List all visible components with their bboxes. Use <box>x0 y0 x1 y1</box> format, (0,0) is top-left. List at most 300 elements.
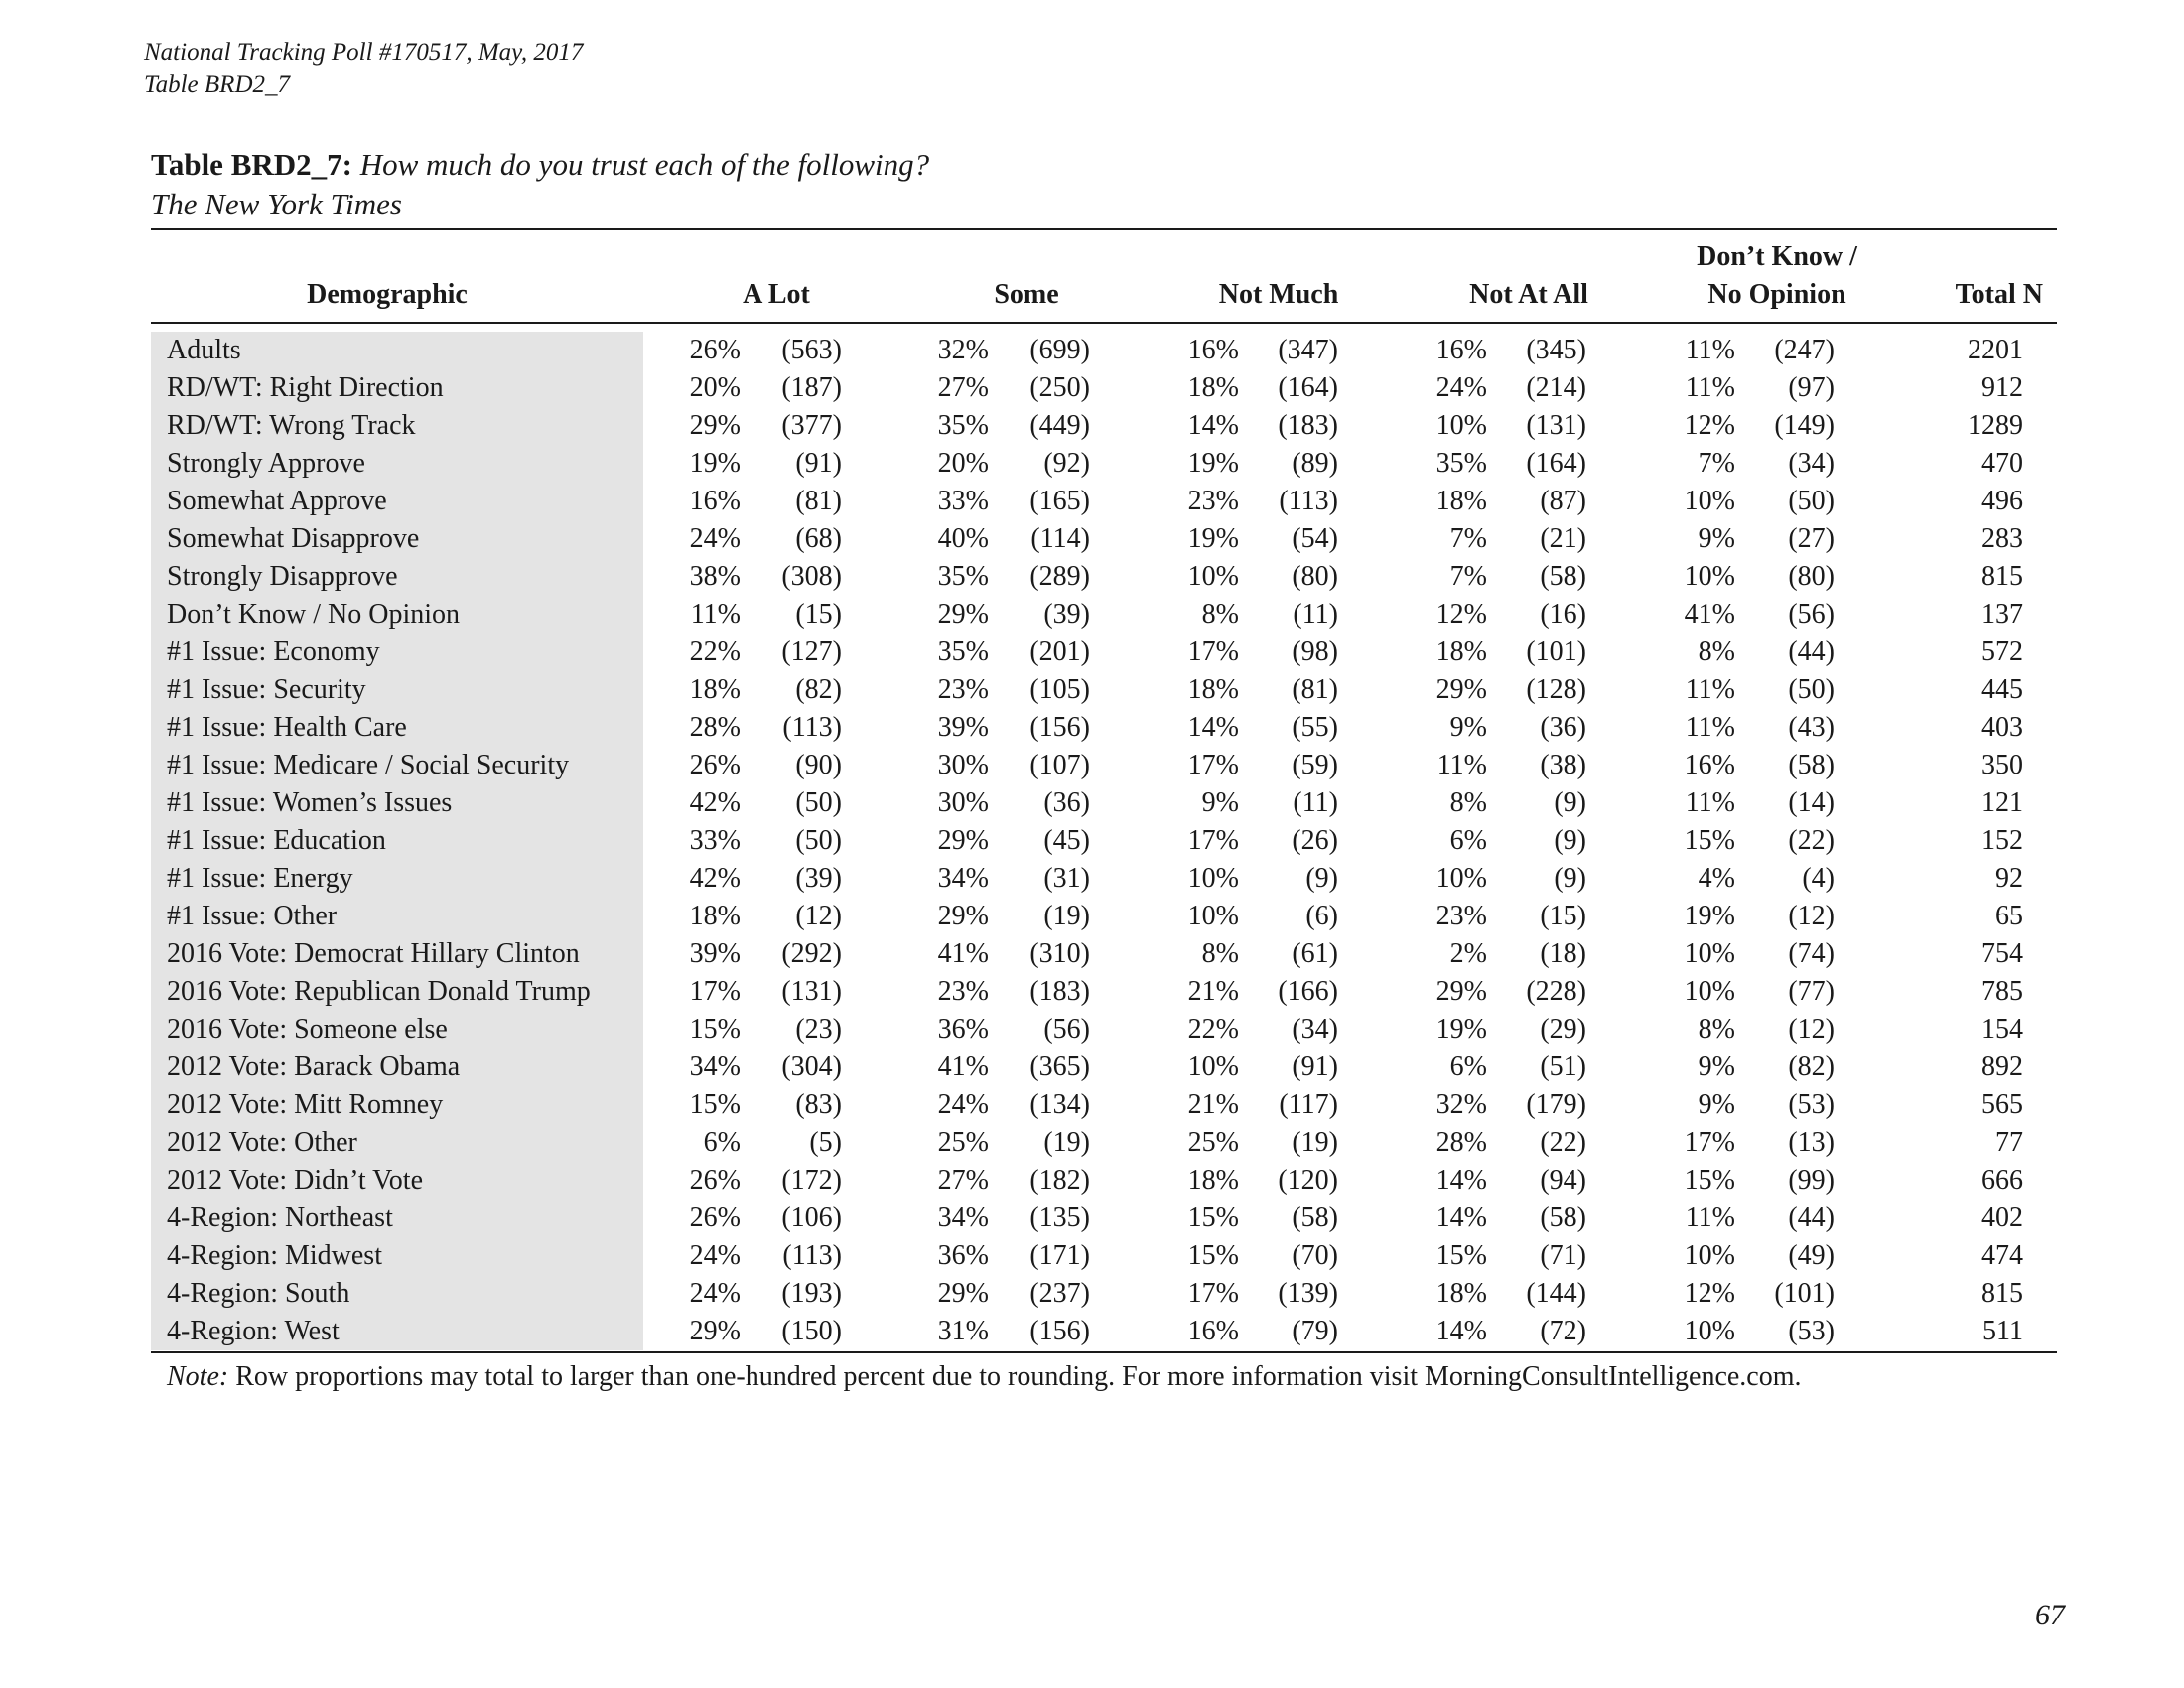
percent-cell: 14% <box>1435 1316 1487 1346</box>
row-label: 2016 Vote: Republican Donald Trump <box>167 976 591 1007</box>
count-cell: (172) <box>781 1165 842 1196</box>
count-cell: (87) <box>1540 486 1586 516</box>
count-cell: (77) <box>1788 976 1835 1007</box>
row-label: 2012 Vote: Didn’t Vote <box>167 1165 424 1196</box>
header-not-much: Not Much <box>1218 279 1339 310</box>
count-cell: (345) <box>1526 335 1586 365</box>
percent-cell: 9% <box>1201 787 1239 818</box>
page-number: 67 <box>2035 1599 2065 1631</box>
table-note <box>167 1358 1802 1396</box>
count-cell: (149) <box>1774 410 1835 441</box>
note-text: Row proportions may total to larger than one-hundred percent due to rounding. For more information visit MorningConsultIntelligence.com. <box>228 1361 1802 1392</box>
row-label: 4-Region: Midwest <box>167 1240 382 1271</box>
count-cell: (56) <box>1043 1014 1090 1045</box>
poll-name: National Tracking Poll #170517, May, 2017 <box>144 39 584 66</box>
count-cell: (51) <box>1540 1052 1586 1082</box>
count-cell: (183) <box>1278 410 1338 441</box>
percent-cell: 10% <box>1435 863 1487 894</box>
percent-cell: 19% <box>1435 1014 1487 1045</box>
percent-cell: 30% <box>937 750 989 780</box>
count-cell: (15) <box>795 599 842 630</box>
count-cell: (36) <box>1540 712 1586 743</box>
count-cell: (11) <box>1293 787 1338 818</box>
percent-cell: 8% <box>1698 636 1735 667</box>
total-n-cell: 445 <box>1981 674 2023 705</box>
header-dont-know-line2: No Opinion <box>1707 279 1846 310</box>
count-cell: (179) <box>1526 1089 1586 1120</box>
table-row <box>0 973 2184 1011</box>
count-cell: (68) <box>795 523 842 554</box>
table-id: Table BRD2_7 <box>144 71 290 98</box>
percent-cell: 14% <box>1435 1202 1487 1233</box>
row-label: Somewhat Disapprove <box>167 523 420 554</box>
percent-cell: 16% <box>1435 335 1487 365</box>
count-cell: (449) <box>1029 410 1090 441</box>
count-cell: (120) <box>1278 1165 1338 1196</box>
total-n-cell: 1289 <box>1968 410 2023 441</box>
count-cell: (131) <box>781 976 842 1007</box>
count-cell: (106) <box>781 1202 842 1233</box>
percent-cell: 19% <box>1187 523 1239 554</box>
row-label: #1 Issue: Security <box>167 674 366 705</box>
table-row <box>0 1049 2184 1086</box>
percent-cell: 8% <box>1201 938 1239 969</box>
percent-cell: 19% <box>689 448 741 479</box>
count-cell: (131) <box>1526 410 1586 441</box>
row-label: RD/WT: Right Direction <box>167 372 444 403</box>
count-cell: (50) <box>795 787 842 818</box>
percent-cell: 32% <box>937 335 989 365</box>
count-cell: (13) <box>1788 1127 1835 1158</box>
percent-cell: 23% <box>1187 486 1239 516</box>
percent-cell: 31% <box>937 1316 989 1346</box>
percent-cell: 11% <box>1685 335 1735 365</box>
percent-cell: 2% <box>1449 938 1487 969</box>
row-label: #1 Issue: Other <box>167 901 338 931</box>
percent-cell: 10% <box>1684 976 1735 1007</box>
row-label: 2012 Vote: Other <box>167 1127 357 1158</box>
count-cell: (12) <box>1788 1014 1835 1045</box>
row-label: 4-Region: West <box>167 1316 340 1346</box>
percent-cell: 17% <box>689 976 741 1007</box>
percent-cell: 28% <box>1435 1127 1487 1158</box>
total-n-cell: 754 <box>1981 938 2023 969</box>
count-cell: (38) <box>1540 750 1586 780</box>
row-label: #1 Issue: Women’s Issues <box>167 787 453 818</box>
count-cell: (699) <box>1029 335 1090 365</box>
count-cell: (9) <box>1554 825 1586 856</box>
percent-cell: 21% <box>1187 1089 1239 1120</box>
header-demographic: Demographic <box>307 279 468 310</box>
count-cell: (27) <box>1788 523 1835 554</box>
table-row <box>0 1275 2184 1313</box>
count-cell: (201) <box>1029 636 1090 667</box>
total-n-cell: 572 <box>1981 636 2023 667</box>
count-cell: (34) <box>1788 448 1835 479</box>
percent-cell: 10% <box>1684 938 1735 969</box>
percent-cell: 10% <box>1187 863 1239 894</box>
total-n-cell: 815 <box>1981 561 2023 592</box>
table-row <box>0 898 2184 935</box>
percent-cell: 16% <box>1187 1316 1239 1346</box>
percent-cell: 36% <box>937 1240 989 1271</box>
count-cell: (310) <box>1029 938 1090 969</box>
percent-cell: 29% <box>937 599 989 630</box>
row-label: #1 Issue: Economy <box>167 636 380 667</box>
row-label: Strongly Disapprove <box>167 561 398 592</box>
percent-cell: 12% <box>1435 599 1487 630</box>
count-cell: (11) <box>1293 599 1338 630</box>
count-cell: (16) <box>1540 599 1586 630</box>
count-cell: (19) <box>1292 1127 1338 1158</box>
count-cell: (58) <box>1540 561 1586 592</box>
count-cell: (182) <box>1029 1165 1090 1196</box>
row-label: #1 Issue: Medicare / Social Security <box>167 750 570 780</box>
percent-cell: 42% <box>689 863 741 894</box>
count-cell: (9) <box>1554 787 1586 818</box>
count-cell: (82) <box>1788 1052 1835 1082</box>
percent-cell: 18% <box>1187 1165 1239 1196</box>
count-cell: (128) <box>1526 674 1586 705</box>
note-label: Note: <box>167 1361 229 1392</box>
total-n-cell: 92 <box>1995 863 2023 894</box>
percent-cell: 18% <box>1187 674 1239 705</box>
percent-cell: 26% <box>689 750 741 780</box>
total-n-cell: 154 <box>1981 1014 2023 1045</box>
count-cell: (9) <box>1554 863 1586 894</box>
count-cell: (58) <box>1788 750 1835 780</box>
row-label: Don’t Know / No Opinion <box>167 599 461 630</box>
percent-cell: 38% <box>689 561 741 592</box>
count-cell: (228) <box>1526 976 1586 1007</box>
count-cell: (29) <box>1540 1014 1586 1045</box>
row-label: #1 Issue: Health Care <box>167 712 407 743</box>
row-label: 4-Region: Northeast <box>167 1202 393 1233</box>
percent-cell: 10% <box>1187 561 1239 592</box>
percent-cell: 9% <box>1698 523 1735 554</box>
count-cell: (193) <box>781 1278 842 1309</box>
percent-cell: 41% <box>937 1052 989 1082</box>
percent-cell: 18% <box>1435 636 1487 667</box>
table-row <box>0 558 2184 596</box>
percent-cell: 20% <box>689 372 741 403</box>
count-cell: (71) <box>1540 1240 1586 1271</box>
count-cell: (365) <box>1029 1052 1090 1082</box>
count-cell: (98) <box>1292 636 1338 667</box>
table-row <box>0 1124 2184 1162</box>
percent-cell: 15% <box>1187 1240 1239 1271</box>
row-label: #1 Issue: Education <box>167 825 386 856</box>
total-n-cell: 2201 <box>1968 335 2023 365</box>
count-cell: (166) <box>1278 976 1338 1007</box>
count-cell: (92) <box>1043 448 1090 479</box>
table-row <box>0 1313 2184 1350</box>
count-cell: (135) <box>1029 1202 1090 1233</box>
percent-cell: 23% <box>937 674 989 705</box>
percent-cell: 29% <box>1435 976 1487 1007</box>
count-cell: (23) <box>795 1014 842 1045</box>
percent-cell: 18% <box>1435 1278 1487 1309</box>
row-label: Strongly Approve <box>167 448 365 479</box>
percent-cell: 7% <box>1698 448 1735 479</box>
percent-cell: 30% <box>937 787 989 818</box>
table-row <box>0 1011 2184 1049</box>
total-n-cell: 350 <box>1981 750 2023 780</box>
total-n-cell: 511 <box>1982 1316 2023 1346</box>
table-row <box>0 935 2184 973</box>
percent-cell: 26% <box>689 1165 741 1196</box>
page-header <box>144 36 583 101</box>
table-row <box>0 596 2184 633</box>
count-cell: (21) <box>1540 523 1586 554</box>
count-cell: (171) <box>1029 1240 1090 1271</box>
count-cell: (12) <box>1788 901 1835 931</box>
count-cell: (89) <box>1292 448 1338 479</box>
count-cell: (9) <box>1305 863 1338 894</box>
percent-cell: 10% <box>1187 1052 1239 1082</box>
count-cell: (59) <box>1292 750 1338 780</box>
percent-cell: 16% <box>689 486 741 516</box>
percent-cell: 11% <box>1685 674 1735 705</box>
count-cell: (90) <box>795 750 842 780</box>
percent-cell: 6% <box>1449 1052 1487 1082</box>
count-cell: (117) <box>1279 1089 1338 1120</box>
percent-cell: 41% <box>1684 599 1735 630</box>
row-label: 2016 Vote: Someone else <box>167 1014 448 1045</box>
percent-cell: 11% <box>1685 372 1735 403</box>
percent-cell: 17% <box>1187 636 1239 667</box>
header-some: Some <box>994 279 1059 310</box>
table-row <box>0 1199 2184 1237</box>
count-cell: (19) <box>1043 901 1090 931</box>
percent-cell: 18% <box>1435 486 1487 516</box>
count-cell: (56) <box>1788 599 1835 630</box>
percent-cell: 34% <box>937 1202 989 1233</box>
percent-cell: 32% <box>1435 1089 1487 1120</box>
count-cell: (61) <box>1292 938 1338 969</box>
table-subtitle: The New York Times <box>151 187 402 221</box>
percent-cell: 23% <box>1435 901 1487 931</box>
count-cell: (49) <box>1788 1240 1835 1271</box>
count-cell: (247) <box>1774 335 1835 365</box>
percent-cell: 7% <box>1449 561 1487 592</box>
percent-cell: 26% <box>689 1202 741 1233</box>
count-cell: (101) <box>1526 636 1586 667</box>
total-n-cell: 815 <box>1981 1278 2023 1309</box>
total-n-cell: 121 <box>1981 787 2023 818</box>
count-cell: (58) <box>1540 1202 1586 1233</box>
percent-cell: 29% <box>937 901 989 931</box>
count-cell: (105) <box>1029 674 1090 705</box>
count-cell: (18) <box>1540 938 1586 969</box>
table-row <box>0 407 2184 445</box>
table-row <box>0 747 2184 784</box>
table-row <box>0 671 2184 709</box>
count-cell: (53) <box>1788 1316 1835 1346</box>
count-cell: (308) <box>781 561 842 592</box>
count-cell: (164) <box>1278 372 1338 403</box>
percent-cell: 40% <box>937 523 989 554</box>
table-row <box>0 332 2184 369</box>
count-cell: (250) <box>1029 372 1090 403</box>
count-cell: (114) <box>1030 523 1090 554</box>
total-n-cell: 65 <box>1995 901 2023 931</box>
count-cell: (4) <box>1802 863 1835 894</box>
header-a-lot: A Lot <box>743 279 810 310</box>
percent-cell: 10% <box>1684 1316 1735 1346</box>
percent-cell: 41% <box>937 938 989 969</box>
count-cell: (19) <box>1043 1127 1090 1158</box>
percent-cell: 22% <box>689 636 741 667</box>
percent-cell: 33% <box>689 825 741 856</box>
percent-cell: 7% <box>1449 523 1487 554</box>
percent-cell: 24% <box>1435 372 1487 403</box>
count-cell: (80) <box>1788 561 1835 592</box>
percent-cell: 14% <box>1435 1165 1487 1196</box>
percent-cell: 22% <box>1187 1014 1239 1045</box>
percent-cell: 11% <box>1685 787 1735 818</box>
count-cell: (99) <box>1788 1165 1835 1196</box>
count-cell: (39) <box>795 863 842 894</box>
percent-cell: 9% <box>1449 712 1487 743</box>
count-cell: (6) <box>1305 901 1338 931</box>
percent-cell: 8% <box>1449 787 1487 818</box>
percent-cell: 15% <box>1187 1202 1239 1233</box>
header-dont-know <box>1648 238 1906 314</box>
percent-cell: 17% <box>1187 750 1239 780</box>
percent-cell: 4% <box>1698 863 1735 894</box>
percent-cell: 20% <box>937 448 989 479</box>
count-cell: (214) <box>1526 372 1586 403</box>
total-n-cell: 785 <box>1981 976 2023 1007</box>
percent-cell: 16% <box>1187 335 1239 365</box>
percent-cell: 15% <box>1435 1240 1487 1271</box>
total-n-cell: 283 <box>1981 523 2023 554</box>
percent-cell: 17% <box>1187 825 1239 856</box>
total-n-cell: 152 <box>1981 825 2023 856</box>
count-cell: (55) <box>1292 712 1338 743</box>
percent-cell: 24% <box>937 1089 989 1120</box>
percent-cell: 15% <box>689 1014 741 1045</box>
percent-cell: 15% <box>689 1089 741 1120</box>
table-row <box>0 369 2184 407</box>
top-rule <box>151 228 2057 230</box>
percent-cell: 11% <box>690 599 741 630</box>
count-cell: (14) <box>1788 787 1835 818</box>
percent-cell: 17% <box>1684 1127 1735 1158</box>
percent-cell: 18% <box>689 674 741 705</box>
count-cell: (26) <box>1292 825 1338 856</box>
table-row <box>0 709 2184 747</box>
count-cell: (113) <box>782 712 842 743</box>
table-row <box>0 822 2184 860</box>
count-cell: (347) <box>1278 335 1338 365</box>
total-n-cell: 565 <box>1981 1089 2023 1120</box>
percent-cell: 29% <box>937 825 989 856</box>
count-cell: (50) <box>1788 674 1835 705</box>
count-cell: (81) <box>1292 674 1338 705</box>
percent-cell: 11% <box>1436 750 1487 780</box>
percent-cell: 24% <box>689 1240 741 1271</box>
table-row <box>0 520 2184 558</box>
total-n-cell: 912 <box>1981 372 2023 403</box>
count-cell: (22) <box>1788 825 1835 856</box>
count-cell: (156) <box>1029 1316 1090 1346</box>
percent-cell: 17% <box>1187 1278 1239 1309</box>
percent-cell: 11% <box>1685 1202 1735 1233</box>
count-cell: (83) <box>795 1089 842 1120</box>
percent-cell: 8% <box>1698 1014 1735 1045</box>
percent-cell: 35% <box>1435 448 1487 479</box>
count-cell: (70) <box>1292 1240 1338 1271</box>
percent-cell: 25% <box>937 1127 989 1158</box>
percent-cell: 27% <box>937 372 989 403</box>
count-cell: (134) <box>1029 1089 1090 1120</box>
count-cell: (237) <box>1029 1278 1090 1309</box>
percent-cell: 15% <box>1684 825 1735 856</box>
percent-cell: 42% <box>689 787 741 818</box>
table-title <box>151 145 2057 224</box>
count-cell: (53) <box>1788 1089 1835 1120</box>
table-row <box>0 1237 2184 1275</box>
count-cell: (80) <box>1292 561 1338 592</box>
row-label: RD/WT: Wrong Track <box>167 410 416 441</box>
percent-cell: 8% <box>1201 599 1239 630</box>
row-label: Somewhat Approve <box>167 486 387 516</box>
count-cell: (50) <box>795 825 842 856</box>
count-cell: (139) <box>1278 1278 1338 1309</box>
count-cell: (97) <box>1788 372 1835 403</box>
total-n-cell: 474 <box>1981 1240 2023 1271</box>
percent-cell: 9% <box>1698 1089 1735 1120</box>
percent-cell: 18% <box>1187 372 1239 403</box>
percent-cell: 29% <box>1435 674 1487 705</box>
percent-cell: 12% <box>1684 410 1735 441</box>
count-cell: (91) <box>795 448 842 479</box>
table-row <box>0 483 2184 520</box>
count-cell: (5) <box>809 1127 842 1158</box>
count-cell: (113) <box>1279 486 1338 516</box>
count-cell: (183) <box>1029 976 1090 1007</box>
percent-cell: 35% <box>937 636 989 667</box>
count-cell: (44) <box>1788 636 1835 667</box>
row-label: #1 Issue: Energy <box>167 863 353 894</box>
percent-cell: 24% <box>689 523 741 554</box>
count-cell: (36) <box>1043 787 1090 818</box>
percent-cell: 35% <box>937 561 989 592</box>
count-cell: (82) <box>795 674 842 705</box>
percent-cell: 10% <box>1684 561 1735 592</box>
percent-cell: 18% <box>689 901 741 931</box>
percent-cell: 27% <box>937 1165 989 1196</box>
percent-cell: 10% <box>1187 901 1239 931</box>
count-cell: (45) <box>1043 825 1090 856</box>
row-label: 2012 Vote: Barack Obama <box>167 1052 461 1082</box>
count-cell: (79) <box>1292 1316 1338 1346</box>
percent-cell: 11% <box>1685 712 1735 743</box>
percent-cell: 35% <box>937 410 989 441</box>
header-rule <box>151 322 2057 324</box>
table-body <box>0 332 2184 1350</box>
percent-cell: 21% <box>1187 976 1239 1007</box>
count-cell: (563) <box>781 335 842 365</box>
count-cell: (54) <box>1292 523 1338 554</box>
percent-cell: 39% <box>689 938 741 969</box>
percent-cell: 23% <box>937 976 989 1007</box>
percent-cell: 15% <box>1684 1165 1735 1196</box>
percent-cell: 10% <box>1684 1240 1735 1271</box>
count-cell: (156) <box>1029 712 1090 743</box>
